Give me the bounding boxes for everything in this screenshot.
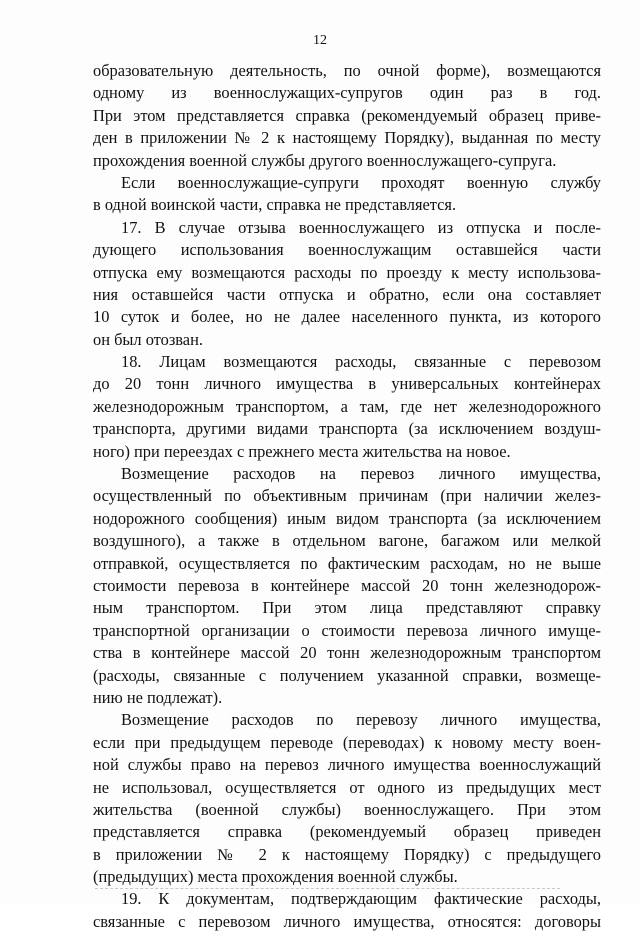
- text-line: в одной воинской части, справка не представляется.: [93, 195, 457, 215]
- text-line: если при предыдущем переводе (переводах) к новому месту воен-: [93, 732, 601, 752]
- text-line: воздушного), а также в отдельном вагоне, багажом или мелкой: [93, 531, 601, 551]
- text-line: стоимости перевоза в контейнере массой 20 тонн железнодорож-: [93, 575, 601, 595]
- text-line: до 20 тонн личного имущества в универсальных контейнерах: [93, 374, 601, 394]
- text-line: железнодорожным транспортом, а там, где нет железнодорожного: [93, 396, 601, 416]
- text-line: он был отозван.: [93, 329, 203, 349]
- page-number: 12: [313, 33, 327, 48]
- text-line: При этом представляется справка (рекомендуемый образец приве-: [93, 105, 601, 125]
- text-line: 10 суток и более, но не далее населенного пункта, из которого: [93, 307, 601, 327]
- text-line: Возмещение расходов на перевоз личного имущества,: [121, 464, 601, 484]
- text-line: Если военнослужащие-супруги проходят военную службу: [121, 172, 601, 192]
- text-line: ния оставшейся части отпуска и обратно, если она составляет: [93, 284, 601, 304]
- text-line: ден в приложении № 2 к настоящему Порядку), выданная по месту: [93, 128, 601, 148]
- text-line: жительства (военной службы) военнослужащего. При этом: [93, 799, 601, 819]
- text-line: транспортной организации о стоимости перевоза личного имуще-: [93, 620, 601, 640]
- text-line: отправкой, осуществляется по фактическим расходам, но не выше: [93, 553, 601, 573]
- text-line: дующего использования военнослужащим оставшейся части: [93, 240, 601, 260]
- scan-edge-line: [95, 888, 560, 889]
- text-line: ным транспортом. При этом лица представляют справку: [93, 598, 601, 618]
- text-line: (предыдущих) места прохождения военной службы.: [93, 867, 458, 887]
- text-line: отпуска ему возмещаются расходы по проезду к месту использова-: [93, 262, 601, 282]
- text-line: (расходы, связанные с получением указанной справки, возмеще-: [93, 665, 601, 685]
- text-line: ной службы право на перевоз личного имущества военнослужащий: [93, 755, 601, 775]
- text-line: в приложении № 2 к настоящему Порядку) с предыдущего: [93, 844, 601, 864]
- text-line: транспорта, другими видами транспорта (за исключением воздуш-: [93, 419, 601, 439]
- text-line: осуществленный по объективным причинам (при наличии желез-: [93, 486, 601, 506]
- text-line: 19. К документам, подтверждающим фактические расходы,: [121, 889, 601, 909]
- text-line: одному из военнослужащих-супругов один раз в год.: [93, 83, 601, 103]
- text-line: представляется справка (рекомендуемый образец приведен: [93, 822, 601, 842]
- text-line: ства в контейнере массой 20 тонн железнодорожным транспортом: [93, 643, 601, 663]
- text-line: образовательную деятельность, по очной форме), возмещаются: [93, 61, 601, 80]
- text-line: ного) при переездах с прежнего места жительства на новое.: [93, 441, 511, 461]
- text-line: Возмещение расходов по перевозу личного имущества,: [121, 710, 601, 730]
- text-line: нию не подлежат).: [93, 687, 223, 707]
- text-line: 17. В случае отзыва военнослужащего из отпуска и после-: [121, 217, 601, 237]
- text-line: не использовал, осуществляется от одного из предыдущих мест: [93, 777, 601, 797]
- text-line: 18. Лицам возмещаются расходы, связанные с перевозом: [121, 352, 601, 372]
- text-line: прохождения военной службы другого военнослужащего-супруга.: [93, 150, 557, 170]
- text-line: связанные с перевозом личного имущества, относятся: договоры: [93, 911, 601, 931]
- body-text: [93, 60, 601, 933]
- text-line: нодорожного сообщения) иным видом транспорта (за исключением: [93, 508, 601, 528]
